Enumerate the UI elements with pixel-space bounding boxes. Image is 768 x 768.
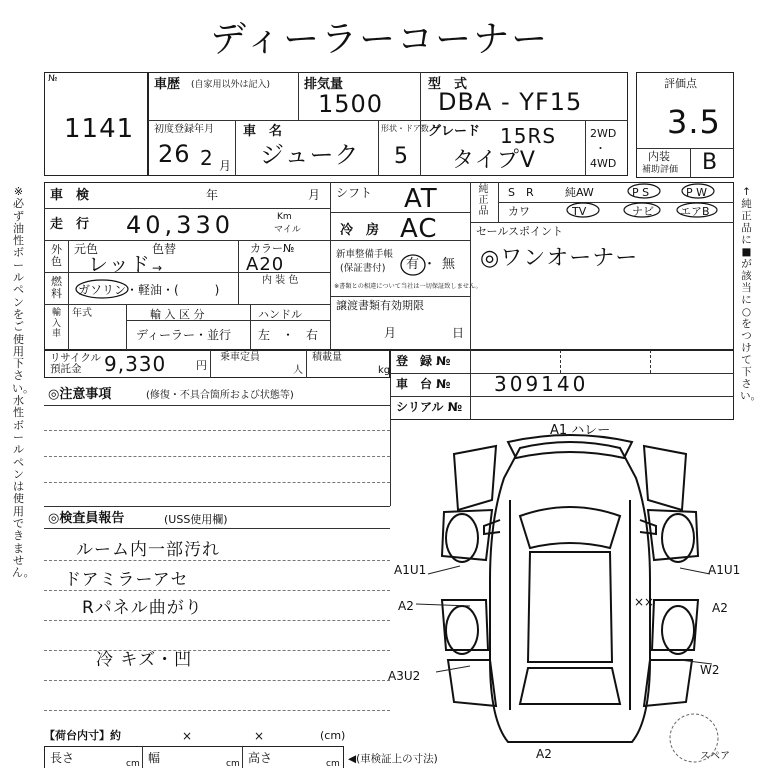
recycle-unit: 円 <box>196 359 207 372</box>
drive-dot: ・ <box>595 142 606 155</box>
side-note-right: ↑純正品に■が該当に○をつけて下さい。 <box>740 186 761 402</box>
door-label: 形状・ドア数 <box>381 124 429 133</box>
notes-label: ◎注意事項 <box>48 387 112 402</box>
side-note-left: ※必ず油性ボールペンをご使用下さい。水性ボールペンは使用できません。 <box>12 185 35 580</box>
bed-x1: × <box>182 729 193 743</box>
inspector-label: ◎検査員報告 <box>48 511 125 526</box>
color-change-label: 色替 <box>152 242 177 256</box>
import-label: 輸入車 <box>51 308 61 339</box>
fuel-options: ガソリン・軽油・( ) <box>78 283 220 297</box>
load-label: 積載量 <box>312 352 342 363</box>
genuine-leather: カワ <box>508 205 530 218</box>
dims-width-unit: cm <box>226 759 240 768</box>
import-class-label: 輸 入 区 分 <box>150 308 205 321</box>
genuine-sr: S R <box>508 186 534 199</box>
grade-value-2: タイプV <box>452 148 536 173</box>
shift-value: AT <box>404 184 438 214</box>
displacement-value: 1500 <box>318 90 384 118</box>
interior-score-sub: 補助評価 <box>642 165 679 175</box>
mileage-value: 40,330 <box>126 211 234 239</box>
genuine-airbag: エアB <box>680 205 710 218</box>
bed-label: 【荷台内寸】約 <box>44 729 121 742</box>
color-no-value: A20 <box>246 254 285 275</box>
mileage-unit-mile: マイル <box>274 225 301 235</box>
grade-label: グレード <box>428 124 481 139</box>
inspector-line-3: Rパネル曲がり <box>82 598 203 618</box>
chassis-no-label: 車 台 № <box>396 377 451 391</box>
mark-left-mid: A2 <box>398 599 414 613</box>
load-unit: kg <box>378 365 391 376</box>
color-arrow: → <box>152 261 163 275</box>
transfer-label: 譲渡書類有効期限 <box>336 299 424 312</box>
genuine-tv: TV <box>572 205 587 218</box>
lot-number: 1141 <box>64 114 135 144</box>
handle-label: ハンドル <box>258 308 302 321</box>
import-class-value: ディーラー・並行 <box>136 328 232 342</box>
transfer-month: 月 <box>384 326 397 340</box>
grade-value-1: 15RS <box>500 124 557 148</box>
registration-month-unit: 月 <box>219 159 232 173</box>
displacement-label: 排気量 <box>304 77 344 92</box>
shaken-month: 月 <box>308 188 321 202</box>
registration-year: 26 <box>158 140 191 168</box>
genuine-ps: P S <box>632 186 650 199</box>
dims-height-unit: cm <box>326 759 340 768</box>
mark-right-low: W2 <box>700 663 720 677</box>
reg-no-label: 登 録 № <box>396 354 451 368</box>
mark-left-low: A3U2 <box>388 669 421 683</box>
dims-length-unit: cm <box>126 759 140 768</box>
capacity-label: 乗車定員 <box>220 352 260 363</box>
recycle-value: 9,330 <box>104 352 167 376</box>
sales-point-value: ◎ワンオーナー <box>480 246 639 271</box>
inspector-sub: (USS使用欄) <box>164 513 228 526</box>
sales-point-label: セールスポイント <box>476 225 564 238</box>
manual-dot: ・ <box>423 257 437 272</box>
car-name-value: ジューク <box>260 141 360 169</box>
manual-note: ※書類との相違について当社は一切保証致しません。 <box>334 283 482 290</box>
manual-sub: (保証書付) <box>340 263 386 274</box>
mark-right-mid1: ×× <box>634 595 655 609</box>
color-value: レッド <box>88 252 151 276</box>
interior-score-label: 内装 <box>648 150 670 163</box>
dims-row <box>44 746 344 768</box>
mark-left-upper: A1U1 <box>394 563 427 577</box>
color-orig-label: 元色 <box>74 242 99 256</box>
dims-height: 高さ <box>248 751 273 765</box>
registration-label: 初度登録年月 <box>154 124 214 135</box>
interior-score-value: B <box>702 150 719 175</box>
notes-sub: (修復・不具合箇所および状態等) <box>146 390 294 401</box>
handle-value: 左 ・ 右 <box>258 328 319 342</box>
manual-option-yes: 有 <box>406 257 420 272</box>
history-note: (自家用以外は記入) <box>191 80 271 90</box>
page-title: ディーラーコーナー <box>210 19 550 60</box>
inspector-line-4: 冷 キズ・凹 <box>96 650 193 670</box>
color-no-label: カラー№ <box>250 242 295 255</box>
lot-corner-mark: № <box>48 74 58 84</box>
mileage-label: 走 行 <box>50 217 90 232</box>
mark-right-mid2: A2 <box>712 601 728 615</box>
registration-month: 2 <box>200 146 214 170</box>
bed-x2: × <box>254 729 265 743</box>
model-type-value: DBA - YF15 <box>438 88 583 116</box>
mark-top: A1 ハレー <box>550 423 611 438</box>
recycle-label: リサイクル 預託金 <box>50 352 102 375</box>
aircon-label: 冷 房 <box>340 223 380 238</box>
history-label: 車歴 <box>154 77 181 92</box>
car-name-label: 車 名 <box>243 124 283 139</box>
bed-unit: (cm) <box>320 729 346 742</box>
model-type-label: 型 式 <box>428 77 468 92</box>
dims-note: ◀(車検証上の寸法) <box>348 753 438 765</box>
inspector-line-1: ルーム内一部汚れ <box>76 540 220 560</box>
genuine-label: 純正品 <box>478 184 489 217</box>
genuine-pw: P W <box>686 186 708 199</box>
dims-width: 幅 <box>148 751 161 765</box>
score-label: 評価点 <box>664 77 697 90</box>
shift-label: シフト <box>336 186 373 200</box>
chassis-no-value: 309140 <box>494 372 589 396</box>
mark-right-upper: A1U1 <box>708 563 741 577</box>
shaken-year: 年 <box>206 188 219 202</box>
genuine-aw: 純AW <box>565 186 594 199</box>
manual-option-no: 無 <box>442 257 456 272</box>
interior-color-label: 内 装 色 <box>262 275 299 286</box>
aircon-value: AC <box>400 214 438 244</box>
capacity-unit: 人 <box>293 365 303 376</box>
mark-bottom: A2 <box>536 747 552 761</box>
shaken-label: 車 検 <box>50 188 90 203</box>
dims-length: 長さ <box>50 751 75 765</box>
import-year-label: 年式 <box>72 308 92 319</box>
color-label: 外色 <box>51 243 62 269</box>
spare-label: スペア <box>700 751 730 762</box>
genuine-navi: ナビ <box>632 205 654 218</box>
fuel-label: 燃料 <box>51 275 62 301</box>
drive-2wd: 2WD <box>590 127 617 140</box>
mileage-unit-km: Km <box>277 212 292 222</box>
drive-4wd: 4WD <box>590 157 617 170</box>
serial-no-label: シリアル № <box>396 400 463 414</box>
door-value: 5 <box>394 144 409 169</box>
transfer-day: 日 <box>452 326 465 340</box>
inspector-line-2: ドアミラーアセ <box>64 570 189 590</box>
manual-label: 新車整備手帳 <box>336 249 394 260</box>
score-value: 3.5 <box>667 103 721 141</box>
